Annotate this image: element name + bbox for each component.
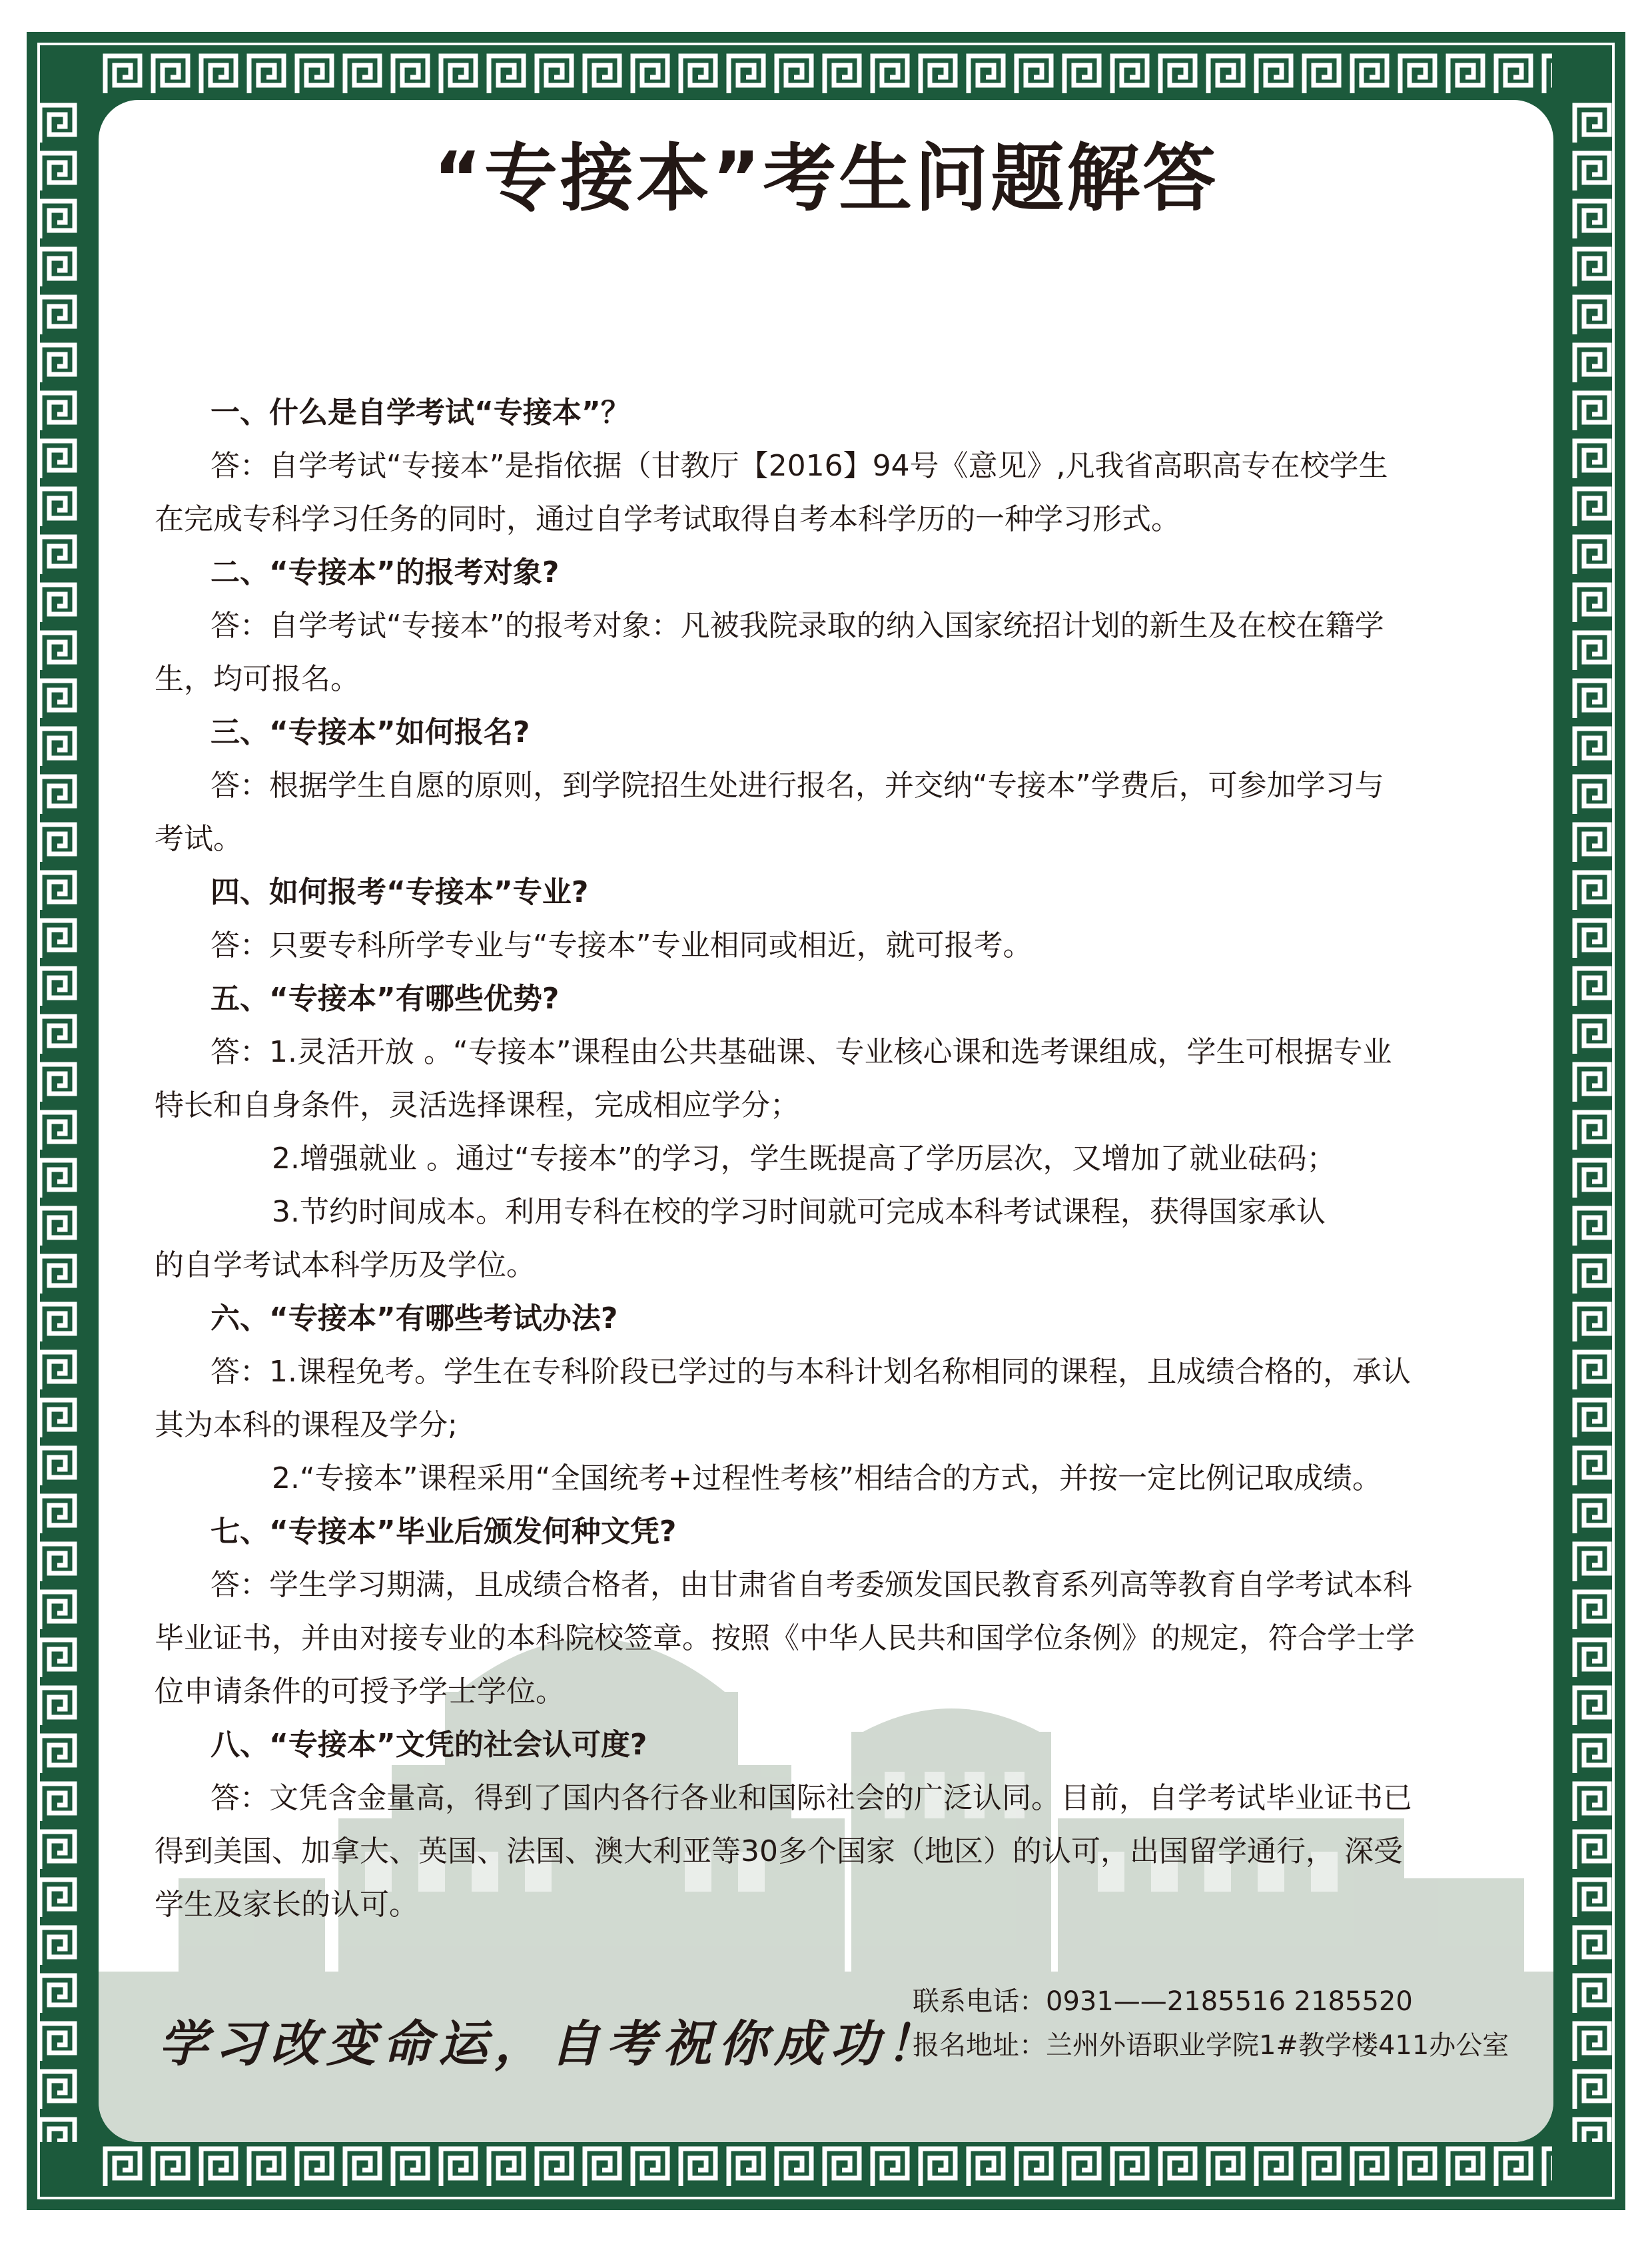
answer-line: 在完成专科学习任务的同时，通过自学考试取得自考本科学历的一种学习形式。 — [155, 502, 1180, 536]
answer-line: 其为本科的课程及学分; — [155, 1408, 458, 1442]
answer-line: 答：1.课程免考。学生在专科阶段已学过的与本科计划名称相同的课程，且成绩合格的，承认 — [210, 1355, 1411, 1389]
answer-line: 的自学考试本科学历及学位。 — [155, 1248, 536, 1282]
greek-key-pattern-left — [35, 100, 83, 2142]
greek-key-pattern-bottom — [100, 2143, 1552, 2191]
question-heading: 三、“专接本”如何报名? — [210, 715, 530, 749]
answer-line: 得到美国、加拿大、英国、法国、澳大利亚等30多个国家（地区）的认可，出国留学通行， 深受 — [155, 1834, 1403, 1868]
answer-line: 答：1.灵活开放 。“专接本”课程由公共基础课、专业核心课和选考课组成，学生可根据专业 — [210, 1035, 1392, 1069]
contact-address: 报名地址：兰州外语职业学院1#教学楼411办公室 — [913, 2030, 1509, 2061]
answer-line: 学生及家长的认可。 — [155, 1888, 418, 1922]
contact-phone: 联系电话：0931——2185516 2185520 — [913, 1986, 1413, 2017]
question-heading: 四、如何报考“专接本”专业? — [210, 875, 589, 909]
answer-line: 位申请条件的可授予学士学位。 — [155, 1675, 565, 1708]
question-heading: 一、什么是自学考试“专接本”？ — [210, 396, 630, 430]
question-heading: 七、“专接本”毕业后颁发何种文凭? — [210, 1515, 677, 1549]
answer-line: 考试。 — [155, 822, 242, 856]
question-heading: 六、“专接本”有哪些考试办法? — [210, 1302, 618, 1335]
answer-line: 毕业证书，并由对接专业的本科院校签章。按照《中华人民共和国学位条例》的规定，符合学士学 — [155, 1621, 1415, 1655]
qa-content — [155, 386, 1500, 1932]
answer-line: 答：学生学习期满，且成绩合格者，由甘肃省自考委颁发国民教育系列高等教育自学考试本科 — [210, 1568, 1412, 1602]
answer-line: 答：自学考试“专接本”是指依据（甘教厅【2016】94号《意见》,凡我省高职高专在校学生 — [210, 449, 1388, 483]
answer-line: 答：只要专科所学专业与“专接本”专业相同或相近，就可报考。 — [210, 929, 1032, 962]
question-heading: 五、“专接本”有哪些优势? — [210, 982, 560, 1016]
page-title: “专接本”考生问题解答 — [433, 136, 1219, 221]
greek-key-pattern-right — [1569, 100, 1617, 2142]
answer-line: 3.节约时间成本。利用专科在校的学习时间就可完成本科考试课程，获得国家承认 — [272, 1195, 1326, 1229]
answer-line: 特长和自身条件，灵活选择课程，完成相应学分； — [155, 1088, 799, 1122]
contact-info — [913, 1980, 1509, 2067]
answer-line: 生，均可报名。 — [155, 662, 360, 696]
answer-line: 2.增强就业 。通过“专接本”的学习，学生既提高了学历层次，又增加了就业砝码； — [272, 1142, 1336, 1176]
slogan: 学习改变命运，自考祝你成功！ — [159, 2016, 942, 2073]
answer-line: 答：根据学生自愿的原则，到学院招生处进行报名，并交纳“专接本”学费后，可参加学习与 — [210, 769, 1384, 803]
answer-line: 2.“专接本”课程采用“全国统考+过程性考核”相结合的方式，并按一定比例记取成绩。 — [272, 1461, 1382, 1495]
greek-key-pattern-top — [100, 51, 1552, 99]
answer-line: 答：文凭含金量高，得到了国内各行各业和国际社会的广泛认同。目前，自学考试毕业证书已 — [210, 1781, 1412, 1815]
question-heading: 二、“专接本”的报考对象? — [210, 556, 560, 589]
question-heading: 八、“专接本”文凭的社会认可度? — [210, 1728, 647, 1762]
answer-line: 答：自学考试“专接本”的报考对象：凡被我院录取的纳入国家统招计划的新生及在校在籍学 — [210, 609, 1384, 643]
